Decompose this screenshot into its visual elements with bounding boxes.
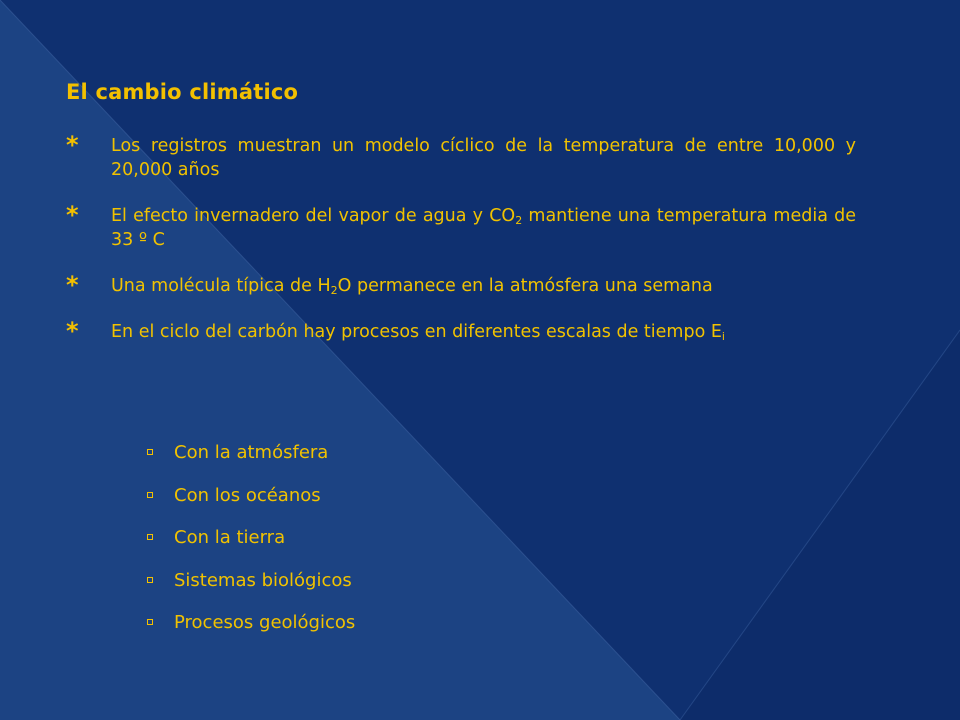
bullet-item bbox=[66, 131, 856, 182]
sub-bullet-item bbox=[147, 525, 355, 568]
sub-bullet-text: Con los océanos bbox=[174, 484, 321, 506]
asterisk-icon: * bbox=[66, 201, 79, 229]
bullet-text: Los registros muestran un modelo cíclico de la temperatura de entre 10,000 y 20,000 años bbox=[111, 136, 856, 180]
sub-bullet-text: Sistemas biológicos bbox=[174, 569, 352, 591]
sub-bullet-item bbox=[147, 568, 355, 611]
bullet-item bbox=[66, 271, 856, 299]
sub-bullet-text: Con la atmósfera bbox=[174, 442, 329, 463]
bullet-text: En el ciclo del carbón hay procesos en diferentes escalas de tiempo $E_i$ bbox=[111, 322, 725, 343]
asterisk-icon: * bbox=[66, 271, 79, 299]
hollow-square-icon bbox=[147, 619, 153, 625]
hollow-square-icon bbox=[147, 492, 153, 498]
sub-bullet-item bbox=[147, 610, 355, 653]
sub-bullet-item bbox=[147, 483, 355, 526]
asterisk-icon: * bbox=[66, 317, 79, 345]
sub-bullet-text: Con la tierra bbox=[174, 527, 286, 548]
slide-title: El cambio climático bbox=[66, 80, 299, 104]
sub-bullet-text: Procesos geológicos bbox=[174, 612, 356, 633]
sub-bullet-list bbox=[147, 440, 355, 653]
bullet-item bbox=[66, 317, 856, 345]
hollow-square-icon bbox=[147, 534, 153, 540]
bullet-text: El efecto invernadero del vapor de agua y $CO_2$ mantiene una temperatura media de 33 º C bbox=[111, 206, 856, 250]
bullet-text: Una molécula típica de $H_2O$ permanece en la atmósfera una semana bbox=[111, 276, 713, 297]
sub-bullet-item bbox=[147, 440, 355, 483]
bullet-item bbox=[66, 201, 856, 252]
hollow-square-icon bbox=[147, 449, 153, 455]
hollow-square-icon bbox=[147, 577, 153, 583]
bullet-list bbox=[66, 131, 856, 366]
asterisk-icon: * bbox=[66, 131, 79, 159]
